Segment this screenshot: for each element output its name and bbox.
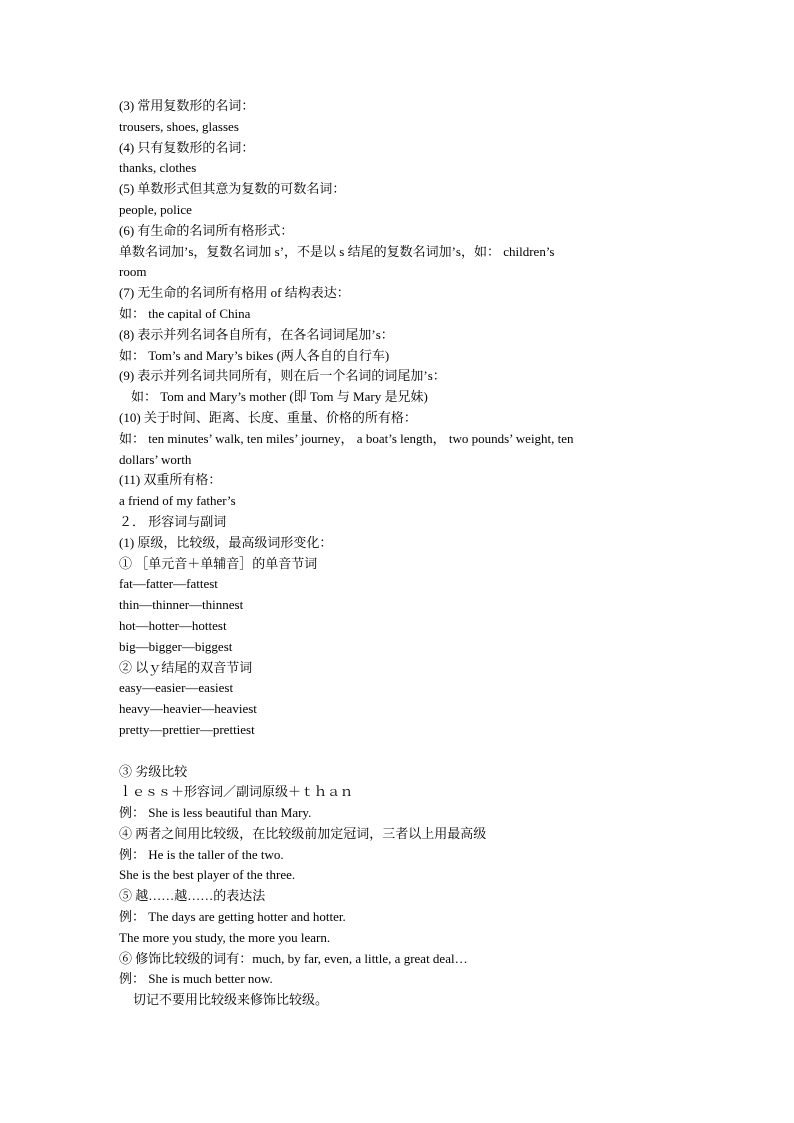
- text-line: The more you study, the more you learn.: [119, 929, 331, 945]
- text-line: 如： Tom and Mary’s mother (即 Tom 与 Mary 是兄妹): [131, 389, 428, 405]
- text-line: 例： The days are getting hotter and hotter.: [119, 909, 346, 925]
- text-line: fat—fatter—fattest: [119, 576, 218, 592]
- text-line: pretty—prettier—prettiest: [119, 721, 255, 737]
- text-line: (8) 表示并列名词各自所有，在各名词词尾加’s：: [119, 326, 394, 342]
- text-line: thanks, clothes: [119, 160, 197, 176]
- text-line: 如： ten minutes’ walk, ten miles’ journey， a boat’s length， two pounds’ weight, ten: [119, 430, 574, 446]
- text-line: (1) 原级，比较级，最高级词形变化：: [119, 534, 333, 550]
- text-line: hot—hotter—hottest: [119, 617, 227, 633]
- text-line: She is the best player of the three.: [119, 867, 296, 883]
- text-line: (9) 表示并列名词共同所有，则在后一个名词的词尾加’s：: [119, 368, 446, 384]
- text-line: ⑥ 修饰比较级的词有：much, by far, even, a little, a great deal…: [119, 950, 468, 966]
- text-line: 如： the capital of China: [119, 305, 251, 321]
- text-line: (10) 关于时间、距离、长度、重量、价格的所有格：: [119, 409, 417, 425]
- section-heading: ２． 形容词与副词: [119, 513, 227, 529]
- text-line: room: [119, 264, 147, 280]
- text-line: (5) 单数形式但其意为复数的可数名词：: [119, 181, 346, 197]
- text-line: 例： He is the taller of the two.: [119, 846, 284, 862]
- text-line: (4) 只有复数形的名词：: [119, 139, 255, 155]
- text-line: (3) 常用复数形的名词：: [119, 98, 255, 113]
- text-line: (7) 无生命的名词所有格用 of 结构表达：: [119, 285, 350, 301]
- text-line: ｌｅｓｓ＋形容词／副词原级＋ｔｈａｎ: [119, 784, 354, 800]
- text-line: 例： She is less beautiful than Mary.: [119, 805, 312, 821]
- text-line: big—bigger—biggest: [119, 638, 233, 654]
- text-line: ⑤ 越……越……的表达法: [119, 888, 266, 904]
- text-line: 单数名词加’s，复数名词加 s’，不是以 s 结尾的复数名词加’s，如： children’s: [119, 243, 555, 259]
- blank-line: [119, 741, 689, 762]
- text-line: heavy—heavier—heaviest: [119, 701, 257, 717]
- text-line: a friend of my father’s: [119, 493, 236, 509]
- text-line: 如： Tom’s and Mary’s bikes (两人各自的自行车): [119, 347, 390, 363]
- text-line: dollars’ worth: [119, 451, 192, 467]
- document-page: [119, 96, 689, 1011]
- text-line: 例： She is much better now.: [119, 971, 273, 987]
- text-line: (11) 双重所有格：: [119, 472, 222, 488]
- text-line: ③ 劣级比较: [119, 763, 188, 779]
- text-line: 切记不要用比较级来修饰比较级。: [133, 992, 329, 1008]
- text-line: thin—thinner—thinnest: [119, 597, 244, 613]
- text-line: trousers, shoes, glasses: [119, 118, 239, 134]
- text-line: ② 以ｙ结尾的双音节词: [119, 659, 253, 675]
- text-line: people, police: [119, 201, 192, 217]
- text-line: easy—easier—easiest: [119, 680, 234, 696]
- text-line: ① ［单元音＋单辅音］的单音节词: [119, 555, 318, 571]
- text-line: ④ 两者之间用比较级，在比较级前加定冠词，三者以上用最高级: [119, 825, 487, 841]
- text-line: (6) 有生命的名词所有格形式：: [119, 222, 294, 238]
